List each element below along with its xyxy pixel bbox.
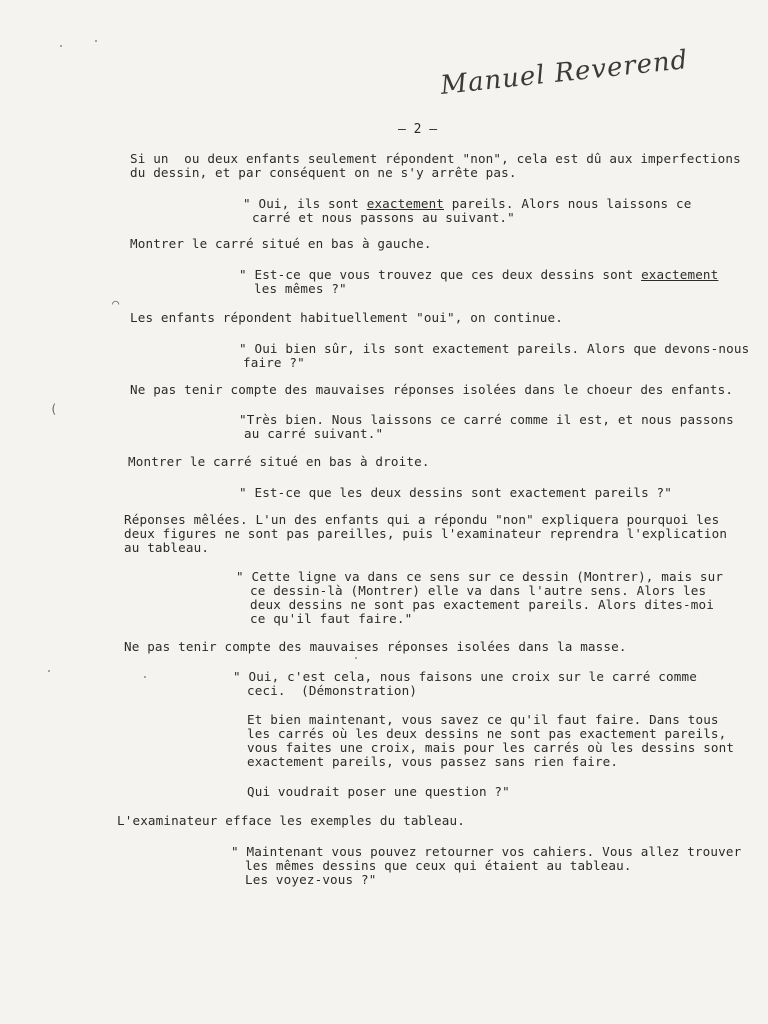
text-line: " Oui, c'est cela, nous faisons une croix sur le carré comme — [233, 669, 697, 684]
text-line: au carré suivant." — [244, 426, 384, 441]
text-line: les carrés où les deux dessins ne sont pas exactement pareils, — [247, 726, 727, 741]
speck — [48, 670, 50, 672]
text-line: Qui voudrait poser une question ?" — [247, 784, 510, 799]
text-line: ce qu'il faut faire." — [250, 611, 413, 626]
text-line: " Est-ce que vous trouvez que ces deux dessins sont exactement — [239, 267, 719, 282]
page-number: – 2 – — [398, 122, 438, 137]
text-line: deux figures ne sont pas pareilles, puis l'examinateur reprendra l'explication — [124, 526, 728, 541]
text-line: " Cette ligne va dans ce sens sur ce dessin (Montrer), mais sur — [236, 569, 724, 584]
text-line: " Maintenant vous pouvez retourner vos cahiers. Vous allez trouver — [231, 844, 742, 859]
margin-mark: ⌒ — [112, 296, 120, 310]
text-line: au tableau. — [124, 540, 210, 555]
text-line: " Oui bien sûr, ils sont exactement pareils. Alors que devons-nous — [239, 341, 750, 356]
text-line: Si un ou deux enfants seulement répondent "non", cela est dû aux imperfections — [130, 151, 741, 166]
text-line: deux dessins ne sont pas exactement pareils. Alors dites-moi — [250, 597, 714, 612]
speck — [144, 676, 146, 678]
text-line: les mêmes ?" — [254, 281, 347, 296]
text-line: exactement pareils, vous passez sans rien faire. — [247, 754, 619, 769]
speck — [60, 45, 62, 47]
text-line: ceci. (Démonstration) — [247, 683, 418, 698]
speck — [355, 657, 357, 659]
text-line: Les enfants répondent habituellement "oui", on continue. — [130, 310, 563, 325]
text-line: vous faites une croix, mais pour les carrés où les dessins sont — [247, 740, 735, 755]
handwritten-signature: Manuel Reverend — [439, 45, 690, 101]
text-line: Ne pas tenir compte des mauvaises réponses isolées dans la masse. — [124, 639, 627, 654]
text-line: Les voyez-vous ?" — [245, 872, 377, 887]
text-line: Réponses mêlées. L'un des enfants qui a répondu "non" expliquera pourquoi les — [124, 512, 720, 527]
text-line: "Très bien. Nous laissons ce carré comme il est, et nous passons — [239, 412, 734, 427]
text-line: Montrer le carré situé en bas à gauche. — [130, 236, 432, 251]
text-line: ce dessin-là (Montrer) elle va dans l'autre sens. Alors les — [250, 583, 707, 598]
text-line: Montrer le carré situé en bas à droite. — [128, 454, 430, 469]
text-line: du dessin, et par conséquent on ne s'y arrête pas. — [130, 165, 517, 180]
speck — [95, 40, 97, 42]
margin-mark: ( — [50, 402, 58, 416]
text-line: les mêmes dessins que ceux qui étaient au tableau. — [245, 858, 632, 873]
text-line: " Oui, ils sont exactement pareils. Alors nous laissons ce — [243, 196, 692, 211]
text-line: carré et nous passons au suivant." — [252, 210, 515, 225]
text-line: " Est-ce que les deux dessins sont exactement pareils ?" — [239, 485, 672, 500]
text-line: Ne pas tenir compte des mauvaises réponses isolées dans le choeur des enfants. — [130, 382, 734, 397]
text-line: L'examinateur efface les exemples du tableau. — [117, 813, 465, 828]
text-line: Et bien maintenant, vous savez ce qu'il faut faire. Dans tous — [247, 712, 719, 727]
text-line: faire ?" — [243, 355, 305, 370]
